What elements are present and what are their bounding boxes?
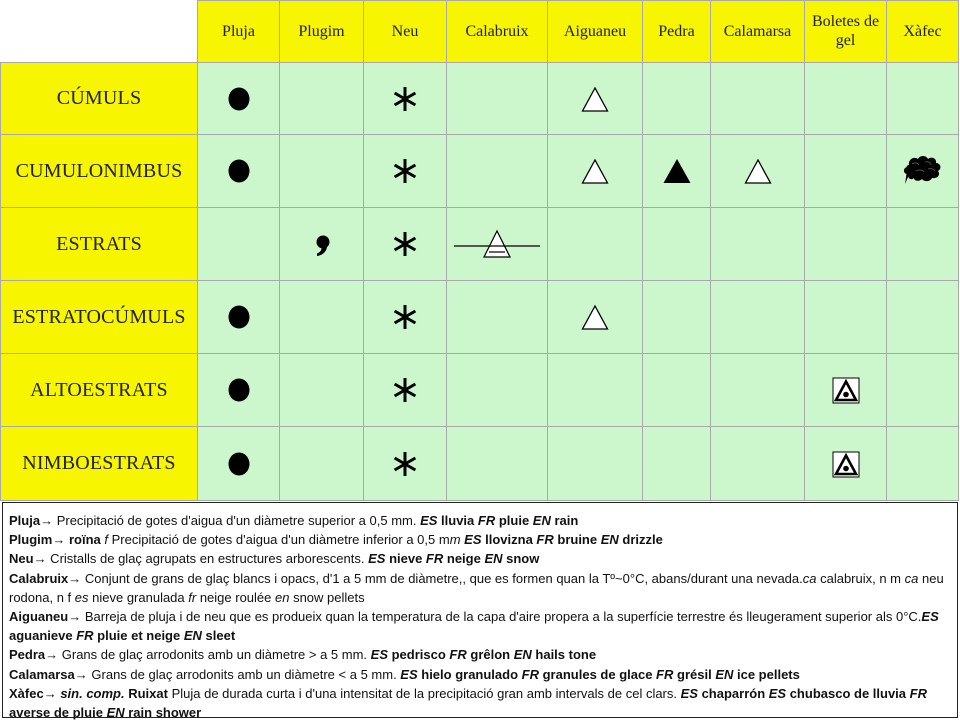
column-header-pedra xyxy=(642,0,711,63)
table-cell xyxy=(197,353,280,427)
row-header-altoestrats xyxy=(0,353,198,427)
row-header-nimboestrats xyxy=(0,426,198,501)
cloud-burst-icon xyxy=(895,151,951,191)
open-triangle-icon xyxy=(730,151,786,191)
table-cell xyxy=(197,207,280,281)
table-cell xyxy=(642,207,711,281)
row-header-label: ESTRATS xyxy=(56,232,142,255)
row-header-label: CUMULONIMBUS xyxy=(15,159,183,182)
table-cell xyxy=(710,353,805,427)
table-cell xyxy=(642,353,711,427)
column-header-aiguaneu xyxy=(547,0,643,63)
arrow-icon: → xyxy=(45,647,59,663)
open-triangle-icon xyxy=(567,297,623,337)
column-header-plugim xyxy=(279,0,364,63)
column-header-label: Neu xyxy=(391,23,419,40)
legend-calabruix: Calabruix→ Conjunt de grans de glaç blancs i opacs, d'1 a 5 mm de diàmetre,, que es formen quan la Tº~0°C, abans/durant una nevada.ca calabruix, n m ca neu rodona, n f es nieve granulada fr neige roulée en snow pellets xyxy=(9,570,944,605)
table-cell xyxy=(197,280,280,354)
filled-circle-icon xyxy=(211,297,267,337)
open-triangle-icon xyxy=(567,151,623,191)
table-cell xyxy=(446,62,548,135)
arrow-icon: → xyxy=(68,570,82,586)
table-cell xyxy=(886,62,959,135)
asterisk-icon xyxy=(377,79,433,119)
table-cell xyxy=(547,62,643,135)
table-cell xyxy=(363,134,447,208)
table-cell xyxy=(642,134,711,208)
table-cell xyxy=(886,426,959,501)
table-cell xyxy=(363,353,447,427)
table-cell xyxy=(197,62,280,135)
asterisk-icon xyxy=(377,224,433,264)
table-cell xyxy=(446,207,548,281)
column-header-pluja xyxy=(197,0,280,63)
asterisk-icon xyxy=(377,151,433,191)
table-corner xyxy=(0,0,198,63)
row-header-cumuls xyxy=(0,62,198,135)
table-cell xyxy=(279,426,364,501)
table-cell xyxy=(446,134,548,208)
table-cell xyxy=(804,353,887,427)
table-cell xyxy=(446,280,548,354)
table-cell xyxy=(363,426,447,501)
legend-plugim: Plugim→ roïna f Precipitació de gotes d'aigua d'un diàmetre inferior a 0,5 mm ES llovizna FR bruine EN drizzle xyxy=(9,532,663,548)
filled-circle-icon xyxy=(211,79,267,119)
table-cell xyxy=(710,62,805,135)
column-header-label: Calabruix xyxy=(465,23,529,40)
table-cell xyxy=(642,426,711,501)
column-header-label: Xàfec xyxy=(903,23,942,40)
table-cell xyxy=(886,134,959,208)
table-cell xyxy=(363,280,447,354)
triangle-dot-icon xyxy=(818,444,874,484)
table-cell xyxy=(279,207,364,281)
filled-circle-icon xyxy=(211,151,267,191)
legend-neu: Neu→ Cristalls de glaç agrupats en estructures arborescents. ES nieve FR neige EN snow xyxy=(9,551,540,567)
asterisk-icon xyxy=(377,444,433,484)
table-cell xyxy=(446,353,548,427)
table-cell xyxy=(547,353,643,427)
legend-pedra: Pedra→ Grans de glaç arrodonits amb un diàmetre > a 5 mm. ES pedrisco FR grêlon EN hails tone xyxy=(9,647,597,663)
row-header-label: NIMBOESTRATS xyxy=(22,452,176,474)
column-header-label: Plugim xyxy=(298,23,345,40)
table-cell xyxy=(547,134,643,208)
arrow-icon: → xyxy=(33,551,47,567)
table-cell xyxy=(886,353,959,427)
table-cell xyxy=(279,353,364,427)
table-cell xyxy=(363,207,447,281)
table-cell xyxy=(547,207,643,281)
table-cell xyxy=(363,62,447,135)
table-cell xyxy=(804,426,887,501)
arrow-icon: → xyxy=(52,532,66,548)
triangle-on-line-icon xyxy=(452,224,542,264)
table-cell xyxy=(710,426,805,501)
legend-xafec: Xàfec→ sin. comp. Ruixat Pluja de durada curta i d'una intensitat de la precipitació gran amb intervals de cel clars. ES chaparrón ES chubasco de lluvia FR averse de pluie EN rain shower xyxy=(9,685,927,721)
arrow-icon: → xyxy=(74,666,88,682)
column-header-calamarsa xyxy=(710,0,805,63)
column-header-label: Boletes de gel xyxy=(811,13,880,49)
arrow-icon: → xyxy=(43,685,57,701)
filled-circle-icon xyxy=(211,444,267,484)
column-header-label: Pluja xyxy=(222,23,255,40)
column-header-label: Pedra xyxy=(658,23,695,40)
table-cell xyxy=(197,426,280,501)
row-header-estrats xyxy=(0,207,198,281)
filled-triangle-icon xyxy=(649,151,705,191)
arrow-icon: → xyxy=(68,609,82,625)
row-header-cumulonimbus xyxy=(0,134,198,208)
table-cell xyxy=(710,207,805,281)
legend-aiguaneu: Aiguaneu→ Barreja de pluja i de neu que es produeix quan la temperatura de la capa d'aire propera a la superfície terrestre és lleugerament superior als 0°C.ES aguanieve FR pluie et neige EN sleet xyxy=(9,609,939,644)
asterisk-icon xyxy=(377,297,433,337)
open-triangle-icon xyxy=(567,79,623,119)
arrow-icon: → xyxy=(40,513,54,528)
table-cell xyxy=(804,280,887,354)
column-header-xafec xyxy=(886,0,959,63)
triangle-dot-icon xyxy=(818,370,874,410)
table-cell xyxy=(547,280,643,354)
asterisk-icon xyxy=(377,370,433,410)
column-header-boletes-de-gel xyxy=(804,0,887,63)
table-cell xyxy=(642,62,711,135)
table-cell xyxy=(197,134,280,208)
table-cell xyxy=(547,426,643,501)
row-header-label: ESTRATOCÚMULS xyxy=(12,305,186,328)
table-cell xyxy=(804,207,887,281)
comma-icon xyxy=(294,224,350,264)
table-cell xyxy=(642,280,711,354)
table-cell xyxy=(886,207,959,281)
legend-pluja: Pluja→ Precipitació de gotes d'aigua d'un diàmetre superior a 0,5 mm. ES lluvia FR pluie EN rain xyxy=(9,513,579,528)
legend-panel xyxy=(2,502,958,721)
row-header-label: ALTOESTRATS xyxy=(30,378,168,401)
table-cell xyxy=(279,134,364,208)
column-header-label: Calamarsa xyxy=(723,23,792,40)
table-cell xyxy=(710,134,805,208)
filled-circle-icon xyxy=(211,370,267,410)
column-header-neu xyxy=(363,0,447,63)
table-cell xyxy=(279,62,364,135)
row-header-estratocumuls xyxy=(0,280,198,354)
table-cell xyxy=(446,426,548,501)
table-cell xyxy=(886,280,959,354)
table-cell xyxy=(804,134,887,208)
table-cell xyxy=(804,62,887,135)
row-header-label: CÚMULS xyxy=(56,87,142,109)
column-header-calabruix xyxy=(446,0,548,63)
legend-calamarsa: Calamarsa→ Grans de glaç arrodonits amb un diàmetre < a 5 mm. ES hielo granulado FR granules de glace FR grésil EN ice pellets xyxy=(9,666,800,682)
table-cell xyxy=(279,280,364,354)
column-header-label: Aiguaneu xyxy=(563,23,627,40)
table-cell xyxy=(710,280,805,354)
